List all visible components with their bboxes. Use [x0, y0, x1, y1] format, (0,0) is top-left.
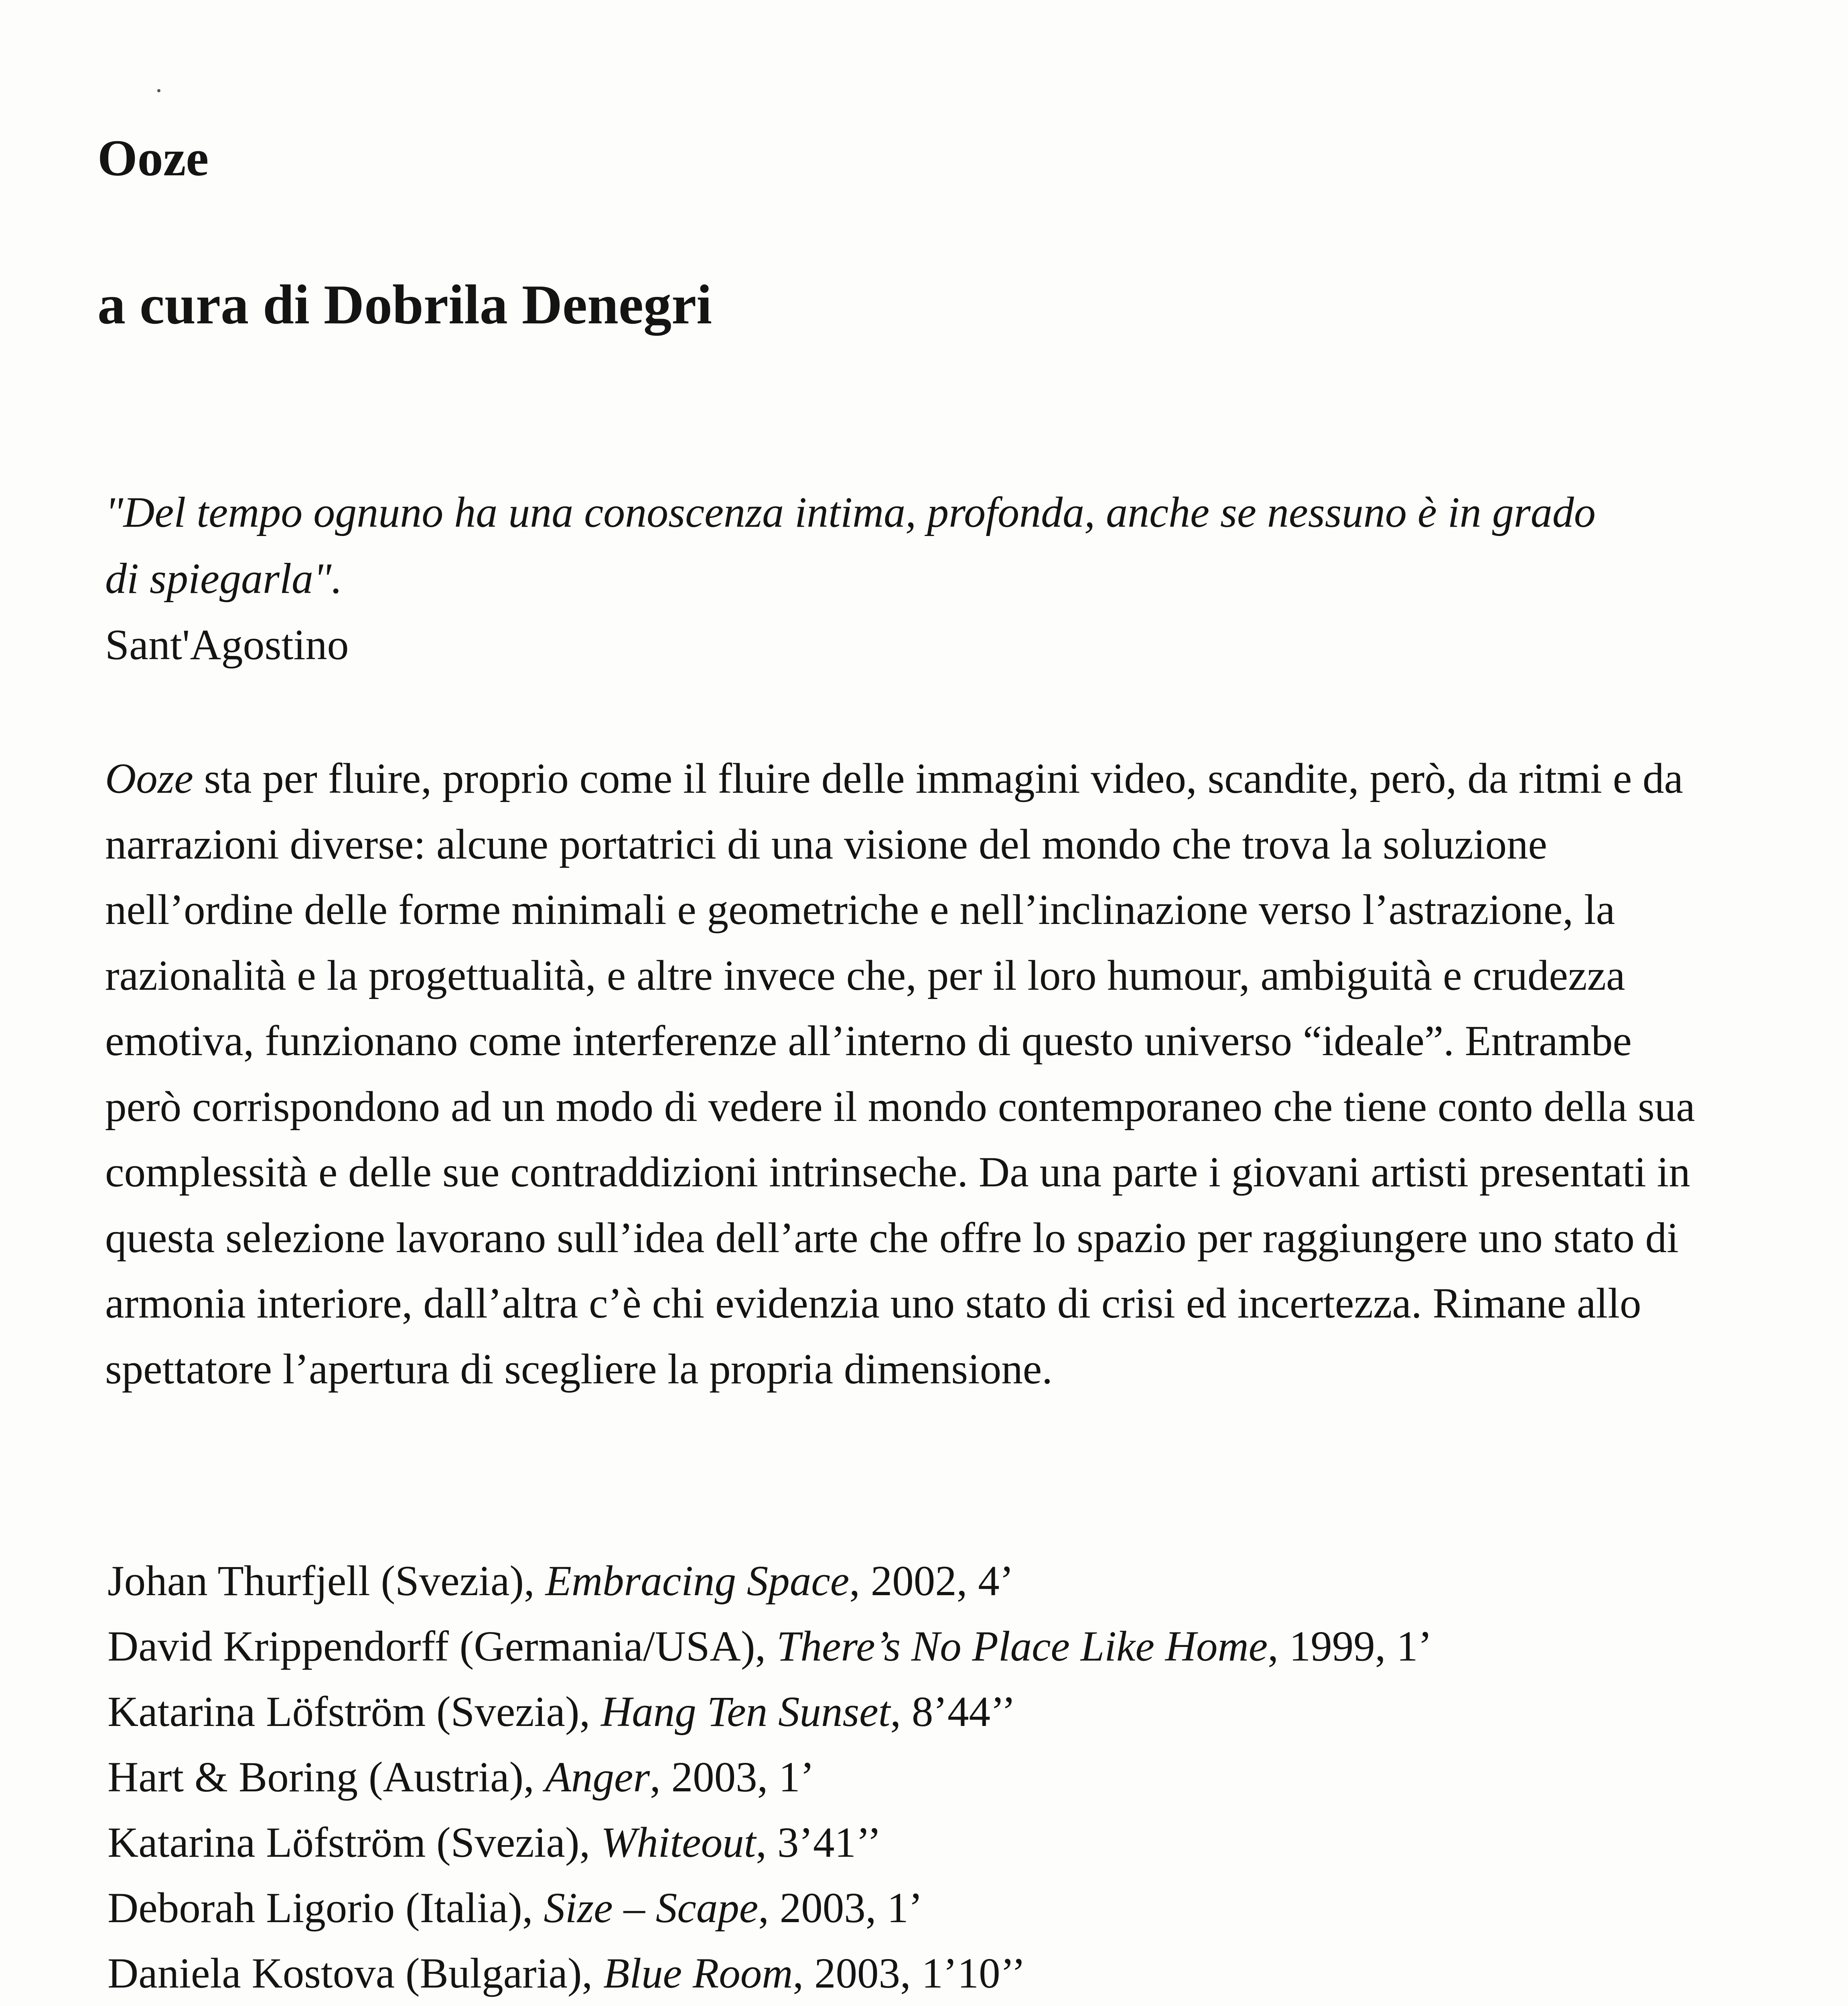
quote-text: "Del tempo ognuno ha una conoscenza intima, profonda, anche se nessuno è in grado di spiegarla".: [105, 489, 1596, 603]
works-list: [108, 1549, 1800, 2006]
work-item: [108, 1549, 1800, 1614]
curator-line: a cura di Dobrila Denegri: [97, 274, 712, 336]
work-item: [108, 1614, 1800, 1679]
work-item: [108, 1810, 1800, 1876]
work-artist: Hart & Boring (Austria),: [108, 1754, 545, 1801]
quote-author: Sant'Agostino: [105, 621, 349, 669]
work-details: , 2003, 1’: [650, 1754, 815, 1801]
work-details: , 2002, 4’: [849, 1557, 1014, 1605]
work-title: Size – Scape: [544, 1884, 759, 1932]
paper-speck: [157, 89, 160, 92]
work-details: , 2003, 1’: [758, 1884, 923, 1932]
work-title: There’s No Place Like Home: [776, 1623, 1268, 1670]
work-item: [108, 1745, 1800, 1810]
work-artist: Katarina Löfström (Svezia),: [108, 1688, 601, 1736]
work-item: [108, 1876, 1800, 1941]
work-item: [108, 1941, 1800, 2006]
intro-lead-title: Ooze: [105, 755, 193, 802]
work-details: , 2003, 1’10’’: [793, 1950, 1026, 1997]
work-title: Anger: [545, 1754, 650, 1801]
work-item: [108, 1679, 1800, 1745]
intro-text: sta per fluire, proprio come il fluire delle immagini video, scandite, però, da ritmi e da narrazioni diverse: alcune portatrici di una visione del mondo che trova la soluzione nell’ordine delle forme minimali e geometriche e nell’inclinazione verso l’astrazione, la razionalità e la progettualità, e altre invece che, per il loro humour, ambiguità e crudezza emotiva, funzionano come interferenze all’interno di questo universo “ideale”. Entrambe però corrispondono ad un modo di vedere il mondo contemporaneo che tiene conto della sua complessità e delle sue contraddizioni intrinseche. Da una parte i giovani artisti presentati in questa selezione lavorano sull’idea dell’arte che offre lo spazio per raggiungere uno stato di armonia interiore, dall’altra c’è chi evidenzia uno stato di crisi ed incertezza. Rimane allo spettatore l’apertura di scegliere la propria dimensione.: [105, 755, 1695, 1393]
work-title: Embracing Space: [545, 1557, 850, 1605]
work-artist: David Krippendorff (Germania/USA),: [108, 1623, 777, 1670]
epigraph-quote: [105, 479, 1629, 678]
document-title: Ooze: [97, 130, 209, 187]
work-details: , 3’41’’: [756, 1819, 882, 1866]
work-details: , 8’44’’: [890, 1688, 1016, 1736]
work-title: Blue Room: [603, 1950, 793, 1997]
work-details: , 1999, 1’: [1268, 1623, 1432, 1670]
intro-paragraph: [105, 746, 1710, 1402]
work-title: Hang Ten Sunset: [601, 1688, 891, 1736]
work-artist: Deborah Ligorio (Italia),: [108, 1884, 544, 1932]
work-title: Whiteout: [601, 1819, 756, 1866]
work-artist: Katarina Löfström (Svezia),: [108, 1819, 601, 1866]
work-artist: Daniela Kostova (Bulgaria),: [108, 1950, 604, 1997]
work-artist: Johan Thurfjell (Svezia),: [108, 1557, 546, 1605]
